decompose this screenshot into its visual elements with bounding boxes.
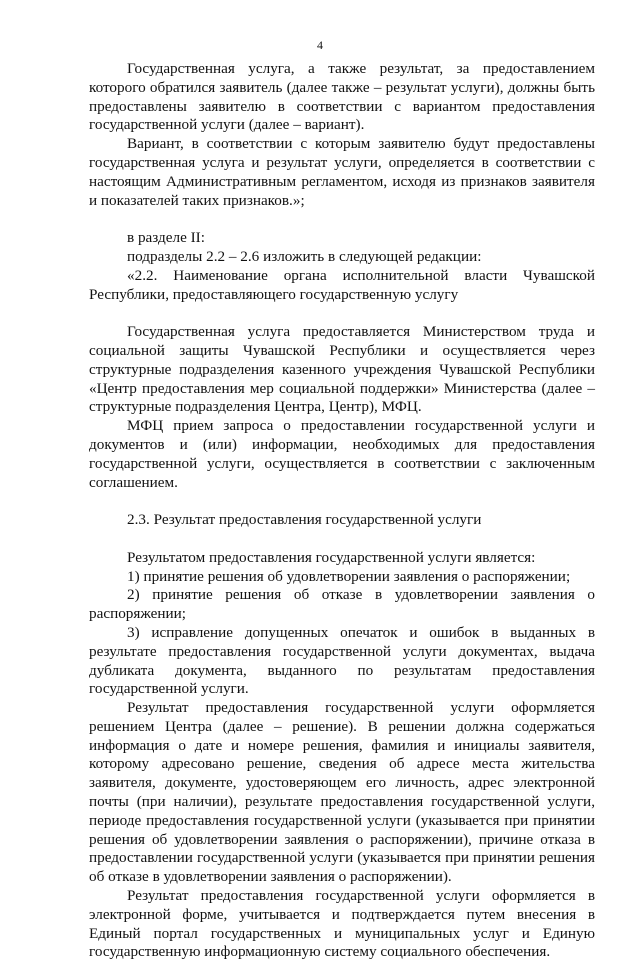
list-item-result-3: 3) исправление допущенных опечаток и ошибок в выданных в результате предоставления государственной услуги документах, выдача дубликата документа, выданного по результатам предоставления государственной услуги. [89,623,595,698]
list-item-result-2: 2) принятие решения об отказе в удовлетворении заявления о распоряжении; [89,586,595,623]
paragraph-decision-content: Результат предоставления государственной услуги оформляется решением Центра (далее – решение). В решении должна содержаться информация о дате и номере решения, фамилия и инициалы заявителя, которому адресовано решение, сведения об адресе места жительства заявителя, документе, удостоверяющем его личность, адрес электронной почты (при наличии), результате предоставления государственной услуги, периоде предоставления государственной услуги (указывается при принятии решения об удовлетворении заявления о распоряжении), причине отказа в предоставлении государственной услуги (указывается при принятии решения об отказе в удовлетворении заявления о распоряжении). [89,699,595,886]
paragraph-mfc-agreement: МФЦ прием запроса о предоставлении государственной услуги и документов и (или) информации, необходимых для предоставления государственной услуги, осуществляется в соответствии с заключенным соглашением. [89,417,595,491]
heading-2-2: «2.2. Наименование органа исполнительной власти Чувашской Республики, предоставляющего государственную услугу [89,266,595,303]
spacer [89,530,595,549]
list-item-result-1: 1) принятие решения об удовлетворении заявления о распоряжении; [127,567,571,585]
paragraph-result-by-variant: Государственная услуга, а также результат, за предоставлением которого обратился заявитель (далее также – результат услуги), должны быть предоставлены заявителю в соответствии с вариантом предоставления государственной услуги (далее – вариант). [89,60,595,134]
paragraph-result-intro: Результатом предоставления государственной услуги является: [127,548,536,566]
paragraph-variant-definition: Вариант, в соответствии с которым заявителю будут предоставлены государственная услуга и результат услуги, определяется в соответствии с настоящим Административным регламентом, исходя из признаков заявителя и показателей таких признаков.»; [89,135,595,209]
heading-2-3: 2.3. Результат предоставления государственной услуги [127,511,482,529]
paragraph-subsections-amendment: подразделы 2.2 – 2.6 изложить в следующей редакции: [127,247,482,265]
paragraph-service-provider: Государственная услуга предоставляется Министерством труда и социальной защиты Чувашской Республики и осуществляется через структурные подразделения казенного учреждения Чувашской Республики «Центр предоставления мер социальной поддержки» Министерства (далее – структурные подразделения Центра, Центр), МФЦ. [89,323,595,416]
spacer [89,210,595,229]
spacer [89,492,595,511]
paragraph-section-ii: в разделе II: [127,229,205,247]
paragraph-electronic-form: Результат предоставления государственной услуги оформляется в электронной форме, учитывается и подтверждается путем внесения в Единый портал государственных и муниципальных услуг и Единую государственную информационную систему социального обеспечения. [89,887,595,961]
document-body [89,60,595,962]
page-number: 4 [317,38,323,52]
spacer [89,304,595,323]
